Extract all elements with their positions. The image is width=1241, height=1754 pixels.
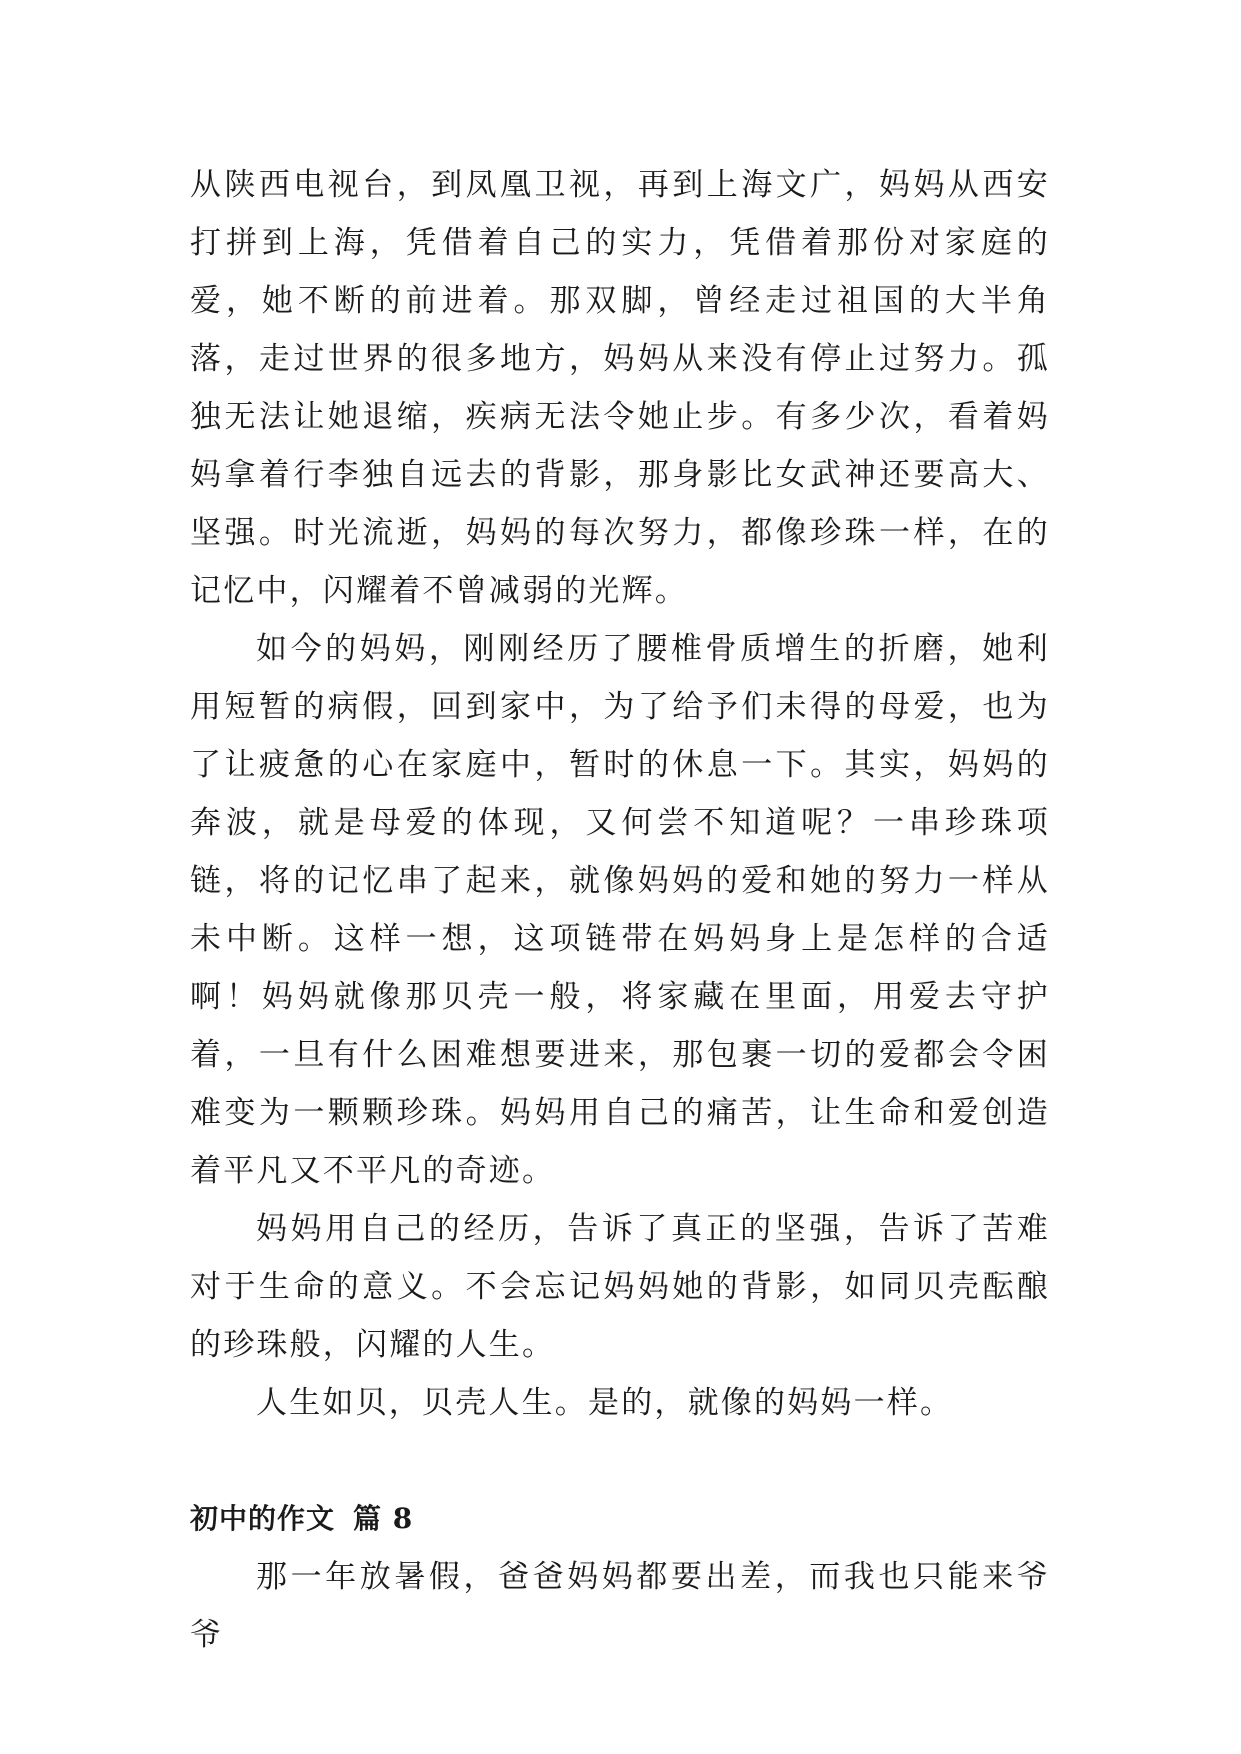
section-heading-number: 篇 8: [353, 1502, 414, 1535]
paragraph-3: 妈妈用自己的经历，告诉了真正的坚强，告诉了苦难对于生命的意义。不会忘记妈妈她的背影，如同贝壳酝酿的珍珠般，闪耀的人生。: [190, 1211, 1050, 1363]
paragraph-2: 如今的妈妈，刚刚经历了腰椎骨质增生的折磨，她利用短暂的病假，回到家中，为了给予们未得的母爱，也为了让疲惫的心在家庭中，暂时的休息一下。其实，妈妈的奔波，就是母爱的体现，又何尝不知道呢？一串珍珠项链，将的记忆串了起来，就像妈妈的爱和她的努力一样从未中断。这样一想，这项链带在妈妈身上是怎样的合适啊！妈妈就像那贝壳一般，将家藏在里面，用爱去守护着，一旦有什么困难想要进来，那包裹一切的爱都会令困难变为一颗颗珍珠。妈妈用自己的痛苦，让生命和爱创造着平凡又不平凡的奇迹。: [190, 631, 1050, 1189]
section-heading-title: 初中的作文: [190, 1502, 336, 1535]
paragraph-4: 人生如贝，贝壳人生。是的，就像的妈妈一样。: [256, 1385, 954, 1421]
document-body: [190, 156, 1050, 1664]
section-heading: [190, 1490, 1050, 1548]
paragraph-1: 从陕西电视台，到凤凰卫视，再到上海文广，妈妈从西安打拼到上海，凭借着自己的实力，凭借着那份对家庭的爱，她不断的前进着。那双脚，曾经走过祖国的大半角落，走过世界的很多地方，妈妈从来没有停止过努力。孤独无法让她退缩，疾病无法令她止步。有多少次，看着妈妈拿着行李独自远去的背影，那身影比女武神还要高大、坚强。时光流逝，妈妈的每次努力，都像珍珠一样，在的记忆中，闪耀着不曾减弱的光辉。: [190, 167, 1050, 609]
section-paragraph-1: 那一年放暑假，爸爸妈妈都要出差，而我也只能来爷爷: [190, 1559, 1050, 1653]
